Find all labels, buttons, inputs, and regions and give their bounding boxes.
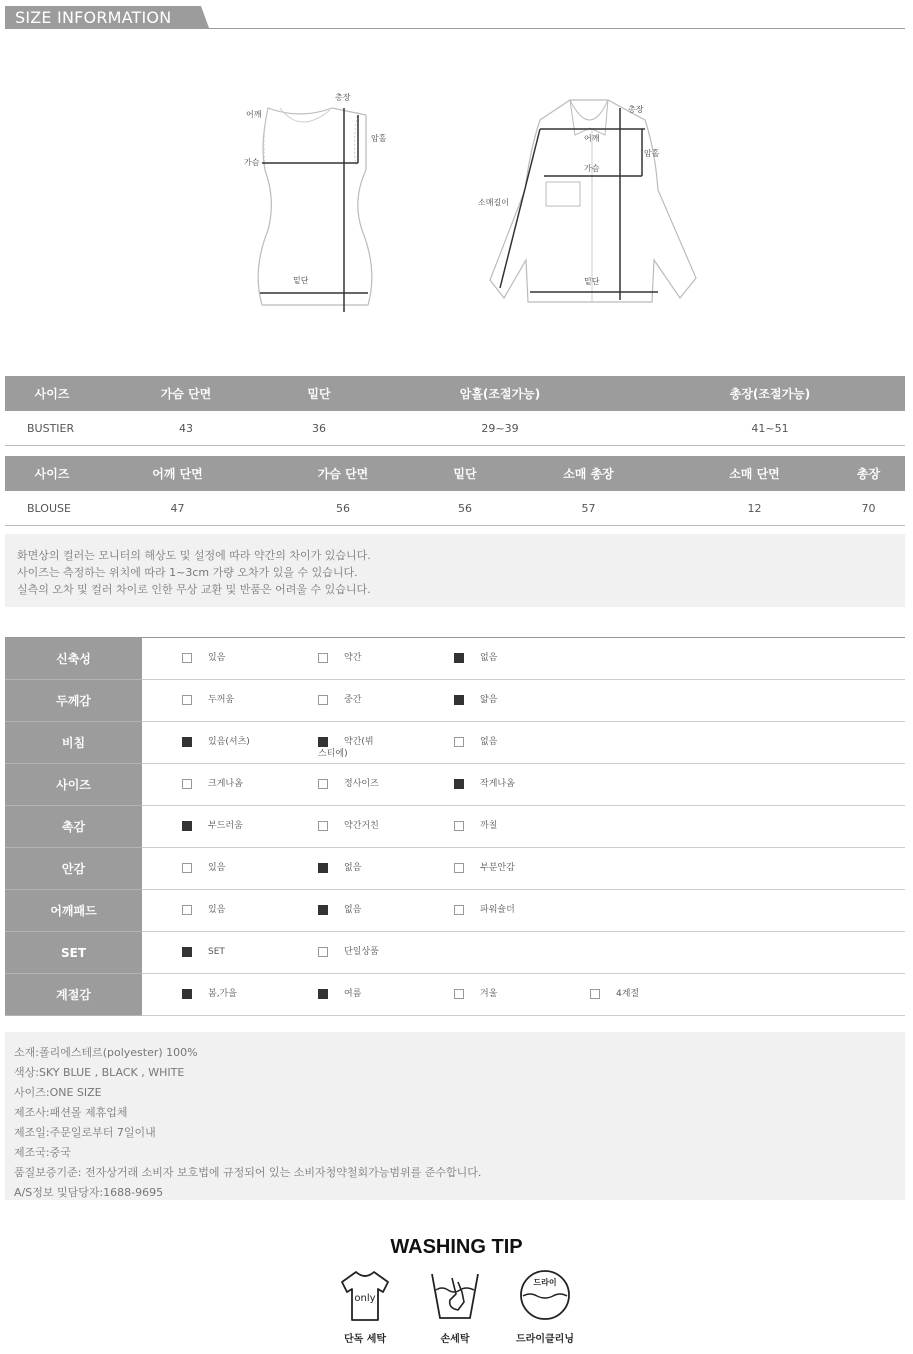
property-option-label: 중간 (344, 695, 362, 705)
property-options (142, 848, 905, 890)
bustier-label-length: 총장 (335, 93, 351, 102)
info-line: 색상:SKY BLUE , BLACK , WHITE (14, 1066, 185, 1079)
property-option-label: 정사이즈 (344, 779, 379, 789)
property-name: SET (5, 932, 142, 974)
checked-box-icon (318, 905, 328, 915)
table-cell: 70 (832, 491, 905, 526)
table-header: 총장(조절가능) (635, 376, 905, 411)
property-name: 신축성 (5, 638, 142, 680)
tshirt-icon (338, 1268, 392, 1324)
property-row (5, 932, 905, 974)
blouse-label-armhole: 암홀 (644, 149, 660, 158)
unchecked-box-icon (182, 863, 192, 873)
property-option-label: 없음 (480, 737, 498, 747)
product-info-box (5, 1032, 905, 1200)
property-options (142, 974, 905, 1016)
property-name: 두께감 (5, 680, 142, 722)
property-option-label: 크게나옴 (208, 779, 243, 789)
property-options (142, 890, 905, 932)
property-option-label: 단일상품 (344, 947, 379, 957)
table-cell: BUSTIER (5, 411, 99, 446)
notice-line: 화면상의 컬러는 모니터의 해상도 및 설정에 따라 약간의 차이가 있습니다. (17, 549, 371, 562)
svg-text:드라이: 드라이 (533, 1278, 557, 1287)
property-option-label: 약간 (344, 653, 362, 663)
info-line: 제조일:주문일로부터 7일이내 (14, 1126, 156, 1139)
unchecked-box-icon (454, 905, 464, 915)
checked-box-icon (182, 737, 192, 747)
table-cell: 41~51 (635, 411, 905, 446)
checked-box-icon (454, 695, 464, 705)
checked-box-icon (454, 779, 464, 789)
table-header: 사이즈 (5, 376, 99, 411)
wash-label-dry: 드라이클리닝 (516, 1334, 574, 1345)
table-cell: 47 (99, 491, 256, 526)
unchecked-box-icon (182, 695, 192, 705)
property-option-label: 4계절 (616, 989, 640, 999)
property-option-label: 겨울 (480, 989, 498, 999)
checked-box-icon (182, 821, 192, 831)
property-option-label: SET (208, 947, 225, 957)
property-option-label: 파워숄더 (480, 905, 515, 915)
unchecked-box-icon (590, 989, 600, 999)
property-row (5, 638, 905, 680)
property-row (5, 848, 905, 890)
property-option-label: 있음 (208, 905, 226, 915)
table-cell: 57 (500, 491, 677, 526)
unchecked-box-icon (454, 989, 464, 999)
table-header: 암홀(조절가능) (365, 376, 635, 411)
property-option-label: 있음(셔츠) (208, 737, 250, 747)
table-header: 밑단 (430, 456, 500, 491)
wash-label-solo: 단독 세탁 (343, 1334, 387, 1345)
size-info-title: SIZE INFORMATION (5, 6, 201, 28)
table-cell: BLOUSE (5, 491, 99, 526)
property-option-label: 부드러움 (208, 821, 243, 831)
bustier-label-chest: 가슴 (244, 158, 260, 167)
property-option-label: 까칠 (480, 821, 498, 831)
checked-box-icon (182, 947, 192, 957)
info-line: 사이즈:ONE SIZE (14, 1086, 102, 1099)
table-cell: 56 (256, 491, 430, 526)
table-header: 소매 단면 (677, 456, 832, 491)
unchecked-box-icon (318, 695, 328, 705)
property-row (5, 806, 905, 848)
property-row (5, 680, 905, 722)
checked-box-icon (318, 989, 328, 999)
property-options (142, 932, 905, 974)
property-row (5, 974, 905, 1016)
info-line: 제조사:패션몰 제휴업체 (14, 1106, 128, 1119)
info-line: 제조국:중국 (14, 1146, 71, 1159)
blouse-label-shoulder: 어깨 (584, 134, 600, 143)
table-cell: 29~39 (365, 411, 635, 446)
table-cell: 56 (430, 491, 500, 526)
wash-item-solo (330, 1268, 400, 1345)
notice-line: 실측의 오차 및 컬러 차이로 인한 무상 교환 및 반품은 어려울 수 있습니다. (17, 583, 371, 596)
property-row (5, 722, 905, 764)
unchecked-box-icon (318, 821, 328, 831)
bustier-diagram (240, 90, 400, 320)
property-name: 비침 (5, 722, 142, 764)
blouse-label-length: 총장 (628, 105, 644, 114)
table-header: 가슴 단면 (99, 376, 273, 411)
property-option-label: 없음 (344, 863, 362, 873)
bustier-label-armhole: 암홀 (371, 134, 387, 143)
table-header: 총장 (832, 456, 905, 491)
info-line: 소재:폴리에스테르(polyester) 100% (14, 1046, 198, 1059)
property-option-label: 없음 (480, 653, 498, 663)
property-option-label: 여름 (344, 989, 362, 999)
property-option-label: 작게나옴 (480, 779, 515, 789)
hand-wash-icon (428, 1268, 482, 1324)
unchecked-box-icon (182, 653, 192, 663)
blouse-label-chest: 가슴 (584, 164, 600, 173)
table-cell: 12 (677, 491, 832, 526)
wash-label-hand: 손세탁 (440, 1334, 470, 1345)
wash-item-dry (510, 1268, 580, 1345)
property-row (5, 890, 905, 932)
property-name: 사이즈 (5, 764, 142, 806)
property-option-label: 약간(뷔스티에) (318, 737, 374, 759)
property-option-label: 있음 (208, 653, 226, 663)
property-options (142, 680, 905, 722)
table-header: 가슴 단면 (256, 456, 430, 491)
unchecked-box-icon (454, 737, 464, 747)
dry-clean-icon (518, 1268, 572, 1324)
property-option-label: 없음 (344, 905, 362, 915)
property-option-label: 봄,가을 (208, 989, 237, 999)
blouse-size-table (5, 456, 905, 526)
table-header: 소매 총장 (500, 456, 677, 491)
size-info-header (5, 6, 905, 29)
unchecked-box-icon (318, 653, 328, 663)
notice-box (5, 534, 905, 607)
info-line: 품질보증기준: 전자상거래 소비자 보호법에 규정되어 있는 소비자청약철회가능범위를 준수합니다. (14, 1166, 482, 1179)
bustier-label-shoulder: 어깨 (246, 110, 262, 119)
washing-tip-title: WASHING TIP (390, 1236, 523, 1258)
blouse-label-sleeve: 소매길이 (478, 198, 509, 207)
property-options (142, 806, 905, 848)
property-options (142, 722, 905, 764)
unchecked-box-icon (182, 779, 192, 789)
table-row (5, 411, 905, 446)
bustier-label-hem: 밑단 (293, 276, 309, 285)
property-option-label: 얇음 (480, 695, 498, 705)
unchecked-box-icon (454, 821, 464, 831)
checked-box-icon (318, 863, 328, 873)
property-option-label: 있음 (208, 863, 226, 873)
property-options (142, 764, 905, 806)
property-name: 안감 (5, 848, 142, 890)
property-name: 어깨패드 (5, 890, 142, 932)
property-option-label: 약간거친 (344, 821, 379, 831)
unchecked-box-icon (182, 905, 192, 915)
property-name: 계절감 (5, 974, 142, 1016)
checked-box-icon (454, 653, 464, 663)
product-properties-table (5, 637, 905, 1016)
unchecked-box-icon (318, 779, 328, 789)
blouse-label-hem: 밑단 (584, 277, 600, 286)
unchecked-box-icon (454, 863, 464, 873)
svg-text:only: only (354, 1293, 376, 1304)
notice-line: 사이즈는 측정하는 위치에 따라 1~3cm 가량 오차가 있을 수 있습니다. (17, 566, 358, 579)
property-options (142, 638, 905, 680)
table-header: 사이즈 (5, 456, 99, 491)
property-row (5, 764, 905, 806)
table-row (5, 491, 905, 526)
bustier-size-table (5, 376, 905, 446)
checked-box-icon (182, 989, 192, 999)
info-line: A/S정보 및담당자:1688-9695 (14, 1186, 164, 1199)
property-option-label: 두꺼움 (208, 695, 235, 705)
property-option-label: 부분안감 (480, 863, 515, 873)
table-header: 밑단 (273, 376, 365, 411)
property-name: 촉감 (5, 806, 142, 848)
table-header: 어깨 단면 (99, 456, 256, 491)
unchecked-box-icon (318, 947, 328, 957)
wash-item-hand (420, 1268, 490, 1345)
blouse-diagram (470, 90, 710, 320)
table-cell: 43 (99, 411, 273, 446)
table-cell: 36 (273, 411, 365, 446)
